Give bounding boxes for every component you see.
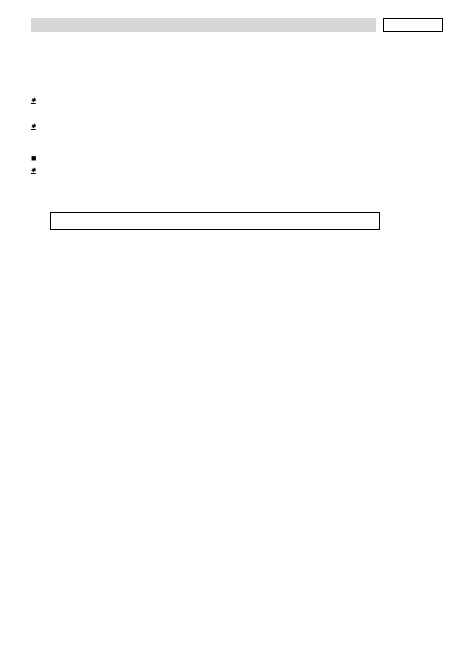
order-grid-header [383, 18, 443, 32]
table-header [31, 18, 376, 32]
zaytoun-heading: ✱ [31, 124, 36, 130]
dried-fruit-title: ■ [31, 153, 37, 163]
linwoods-heading: ✱ [31, 98, 36, 104]
offer-box [50, 212, 380, 230]
bulk-organic-heading: ✱ [31, 168, 36, 174]
